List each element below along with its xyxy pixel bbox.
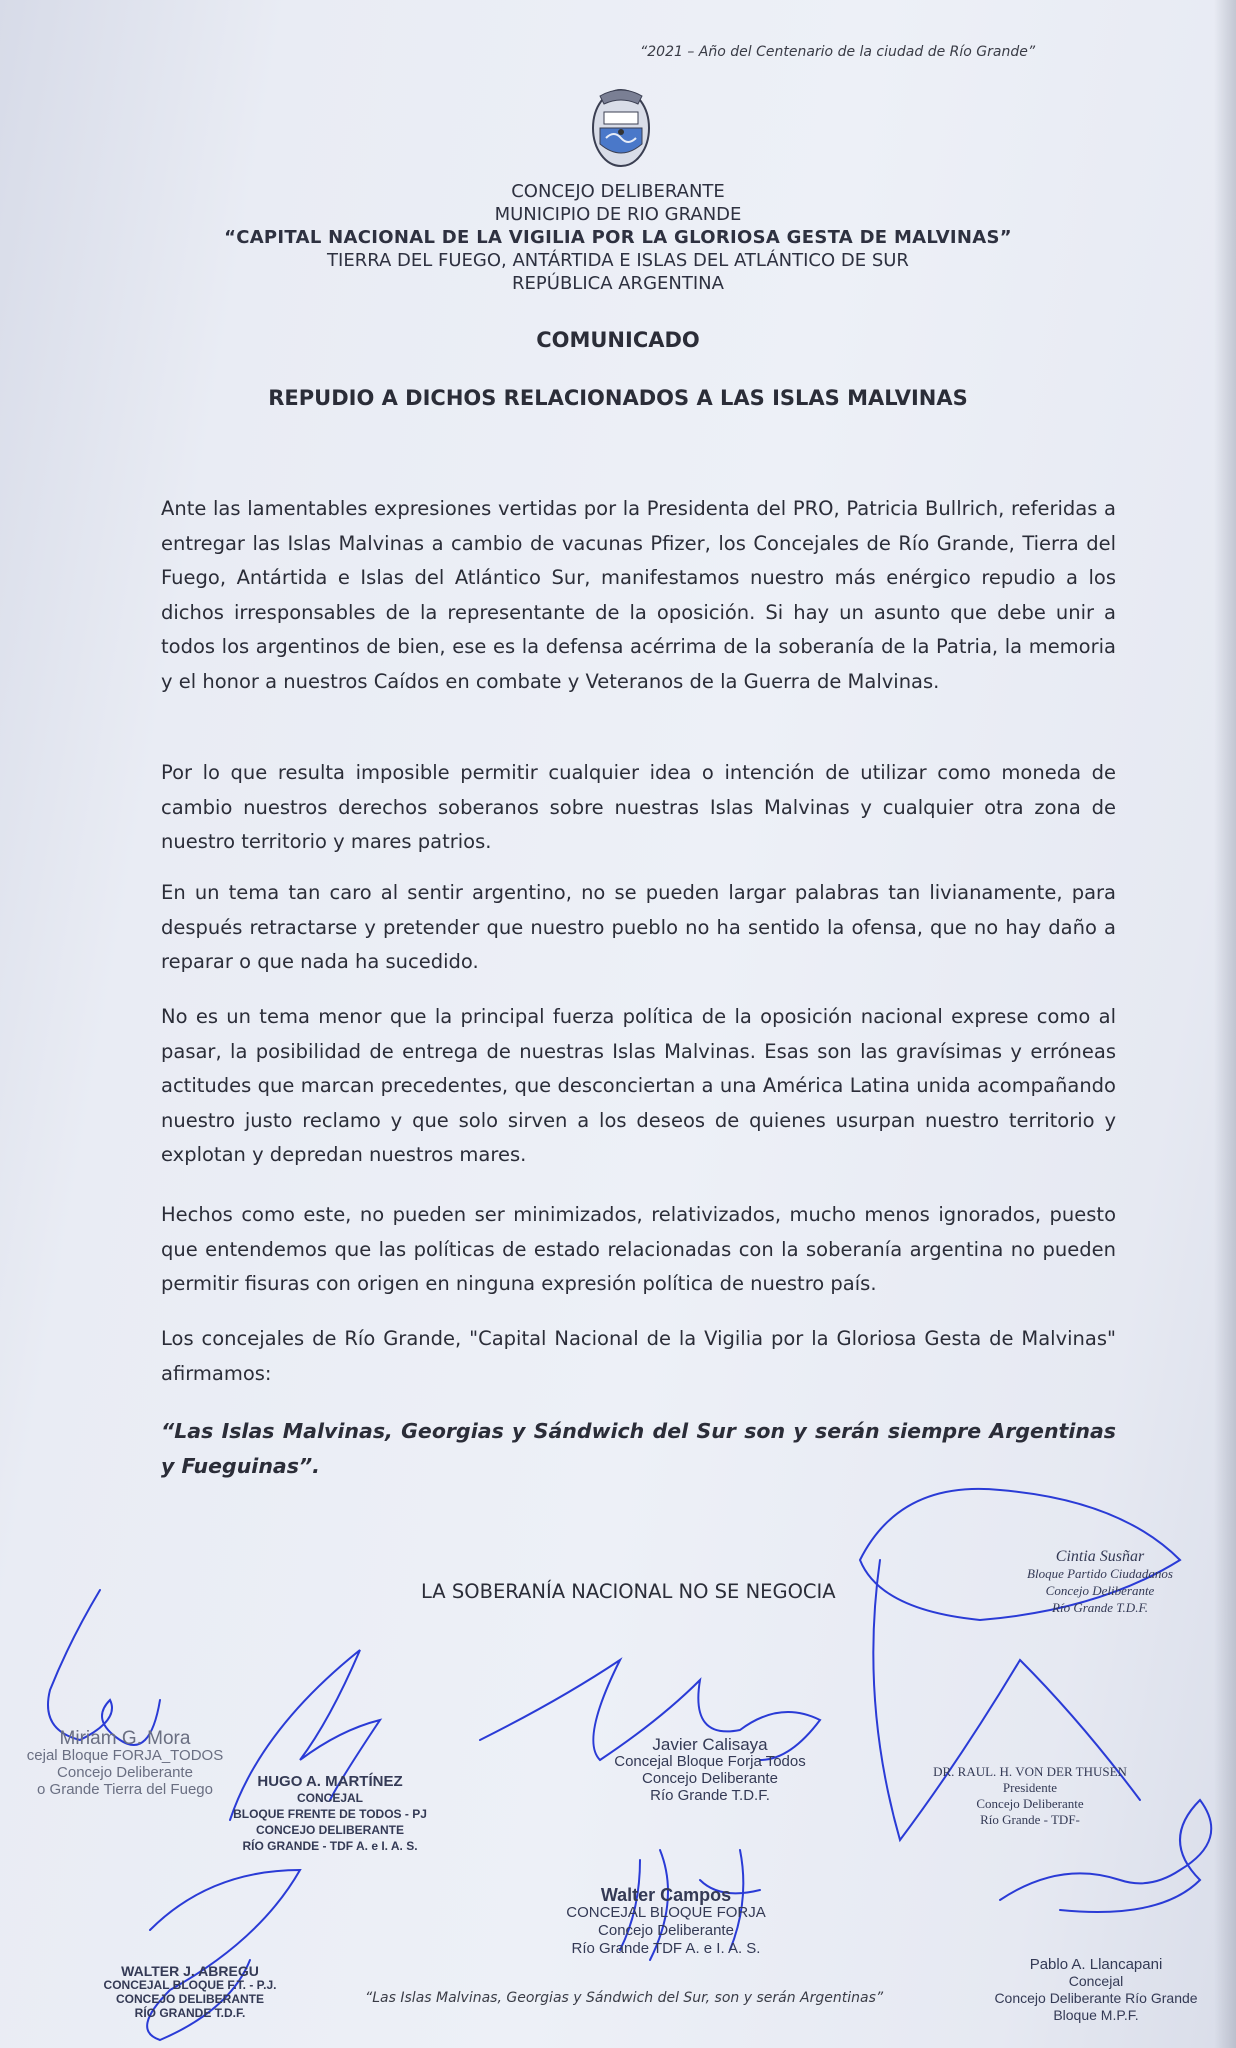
signer-body: CONCEJO DELIBERANTE	[115, 1992, 264, 2006]
signature-block-llancapani	[966, 1956, 1226, 2024]
paragraph-6: Los concejales de Río Grande, "Capital Nacional de la Vigilia por la Gloriosa Gesta de Malvinas" afirmamos:	[161, 1327, 1116, 1385]
year-note: “2021 – Año del Centenario de la ciudad de Río Grande”	[640, 44, 1036, 60]
paragraph-1: Ante las lamentables expresiones vertidas por la Presidenta del PRO, Patricia Bullrich, referidas a entregar las Islas Malvinas a cambio de vacunas Pfizer, los Concejales de Río Grande, Tierra del Fuego, Antártida e Islas del Atlántico Sur, manifestamos nuestro más enérgico repudio a los dichos irresponsables de la representante de la oposición. Si hay un asunto que debe unir a todos los argentinos de bien, ese es la defensa acérrima de la soberanía de la Patria, la memoria y el honor a nuestros Caídos en combate y Veteranos de la Guerra de Malvinas.	[161, 497, 1116, 693]
signer-title: CONCEJAL	[296, 1791, 363, 1805]
signer-location: RÍO GRANDE T.D.F.	[134, 2006, 246, 2020]
signature-block-calisaya	[580, 1736, 840, 1804]
signer-bloc: Bloque Partido Ciudadanos	[1027, 1566, 1173, 1581]
signer-name: Miriam G. Mora	[59, 1728, 191, 1749]
signer-body: Concejo Deliberante	[976, 1796, 1084, 1811]
signer-body: Concejo Deliberante	[57, 1764, 193, 1781]
page-edge-shadow	[1214, 0, 1236, 2048]
signer-title: Presidente	[1002, 1780, 1058, 1795]
signer-location: Río Grande T.D.F.	[1052, 1600, 1148, 1615]
paragraph-2: Por lo que resulta imposible permitir cualquier idea o intención de utilizar como moneda de cambio nuestros derechos soberanos sobre nuestras Islas Malvinas y cualquier otra zona de nuestro territorio y mares patrios.	[161, 761, 1116, 853]
signer-body: CONCEJO DELIBERANTE	[255, 1823, 404, 1837]
signature-block-von-der-thusen	[880, 1764, 1180, 1828]
signer-title: Concejal	[1068, 1973, 1124, 1989]
signer-location: Río Grande T.D.F.	[650, 1787, 770, 1804]
signature-block-abregu	[90, 1964, 290, 2020]
signer-name: Pablo A. Llancapani	[1029, 1956, 1163, 1973]
signer-title: CONCEJAL BLOQUE FORJA	[566, 1904, 766, 1921]
institution-header	[0, 180, 1236, 295]
signer-location: o Grande Tierra del Fuego	[37, 1781, 213, 1798]
paragraph-5: Hechos como este, no pueden ser minimizados, relativizados, mucho menos ignorados, puesto que entendemos que las políticas de estado relacionadas con la soberanía argentina no pueden permitir fisuras con origen en ninguna expresión política de nuestro país.	[161, 1203, 1116, 1295]
emphasis-quote: “Las Islas Malvinas, Georgias y Sándwich del Sur son y serán siempre Argentinas y Fueguinas”.	[161, 1419, 1116, 1478]
signer-location: Río Grande TDF A. e I. A. S.	[571, 1940, 761, 1957]
signer-name: DR. RAUL. H. VON DER THUSEN	[933, 1764, 1127, 1779]
document-subject: REPUDIO A DICHOS RELACIONADOS A LAS ISLAS MALVINAS	[268, 386, 968, 410]
header-line-capital: “CAPITAL NACIONAL DE LA VIGILIA POR LA GLORIOSA GESTA DE MALVINAS”	[224, 227, 1012, 248]
signer-body: Concejo Deliberante	[642, 1770, 778, 1787]
signature-block-susnar	[1000, 1548, 1200, 1616]
header-line-concejo: CONCEJO DELIBERANTE	[511, 181, 725, 202]
header-line-province: TIERRA DEL FUEGO, ANTÁRTIDA E ISLAS DEL ATLÁNTICO DE SUR	[327, 250, 909, 271]
municipal-crest-icon	[588, 82, 654, 172]
signer-title: cejal Bloque FORJA_TODOS	[26, 1747, 224, 1764]
motto: LA SOBERANÍA NACIONAL NO SE NEGOCIA	[421, 1580, 836, 1603]
signature-block-martinez	[210, 1774, 450, 1854]
document-type-title: COMUNICADO	[536, 328, 700, 352]
signer-body: Concejo Deliberante	[598, 1922, 734, 1939]
signer-body: Concejo Deliberante	[1045, 1583, 1155, 1598]
paragraph-3: En un tema tan caro al sentir argentino, no se pueden largar palabras tan livianamente, para después retractarse y pretender que nuestro pueblo no ha sentido la ofensa, que no hay daño a reparar o que nada ha sucedido.	[161, 881, 1116, 973]
signer-location: RÍO GRANDE - TDF A. e I. A. S.	[242, 1839, 418, 1853]
signature-block-campos	[536, 1886, 796, 1958]
signer-bloc: Bloque M.P.F.	[1053, 2007, 1139, 2023]
signer-body: Concejo Deliberante Río Grande	[994, 1990, 1198, 2006]
paragraph-4: No es un tema menor que la principal fuerza política de la oposición nacional exprese como al pasar, la posibilidad de entrega de nuestras Islas Malvinas. Esas son las gravísimas y erróneas actitudes que marcan precedentes, que desconciertan a una América Latina unida acompañando nuestro justo reclamo y que solo sirven a los deseos de quienes usurpan nuestro territorio y explotan y depredan nuestros mares.	[161, 1005, 1116, 1166]
signer-location: Río Grande - TDF-	[980, 1812, 1080, 1827]
header-line-country: REPÚBLICA ARGENTINA	[512, 273, 724, 294]
signer-title: CONCEJAL BLOQUE F.T. - P.J.	[103, 1978, 277, 1992]
signer-name: Cintia Susñar	[1055, 1548, 1145, 1565]
signer-name: Walter Campos	[600, 1885, 732, 1905]
signer-name: HUGO A. MARTÍNEZ	[257, 1773, 403, 1790]
footer-quote: “Las Islas Malvinas, Georgias y Sándwich del Sur, son y serán Argentinas”	[365, 1990, 884, 2006]
header-line-municipio: MUNICIPIO DE RIO GRANDE	[494, 204, 742, 225]
signer-title: Concejal Bloque Forja Todos	[614, 1753, 806, 1770]
signer-name: Javier Calisaya	[652, 1735, 768, 1754]
signer-bloc: BLOQUE FRENTE DE TODOS - PJ	[233, 1807, 427, 1821]
signer-name: WALTER J. ABREGU	[121, 1963, 259, 1979]
